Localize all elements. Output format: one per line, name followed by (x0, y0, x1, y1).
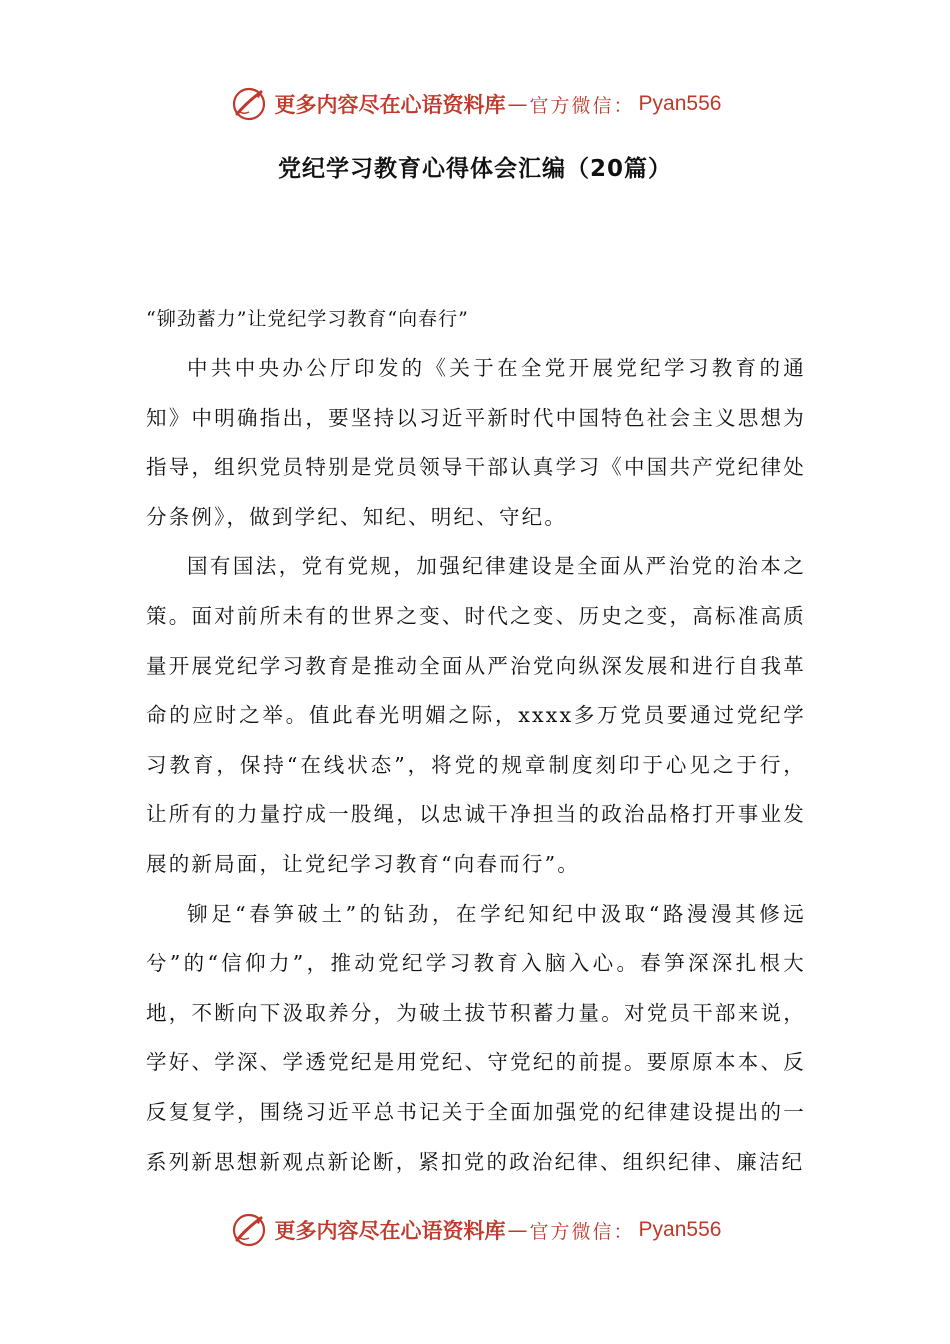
watermark-dash: — (507, 1218, 528, 1242)
footer-watermark (0, 1208, 950, 1252)
document-title: 党纪学习教育心得体会汇编（20篇） (277, 156, 672, 182)
article-subtitle: “铆劲蓄力”让党纪学习教育“向春行” (146, 308, 469, 330)
watermark-brand: 更多内容尽在心语资料库 (274, 1218, 506, 1243)
watermark-brand: 更多内容尽在心语资料库 (274, 92, 506, 117)
document-body (146, 344, 806, 1187)
watermark-wechat-id: Pyan556 (638, 1218, 722, 1241)
body-paragraph: 中共中央办公厅印发的《关于在全党开展党纪学习教育的通知》中明确指出，要坚持以习近平新时代中国特色社会主义思想为指导，组织党员特别是党员领导干部认真学习《中国共产党纪律处分条例》，做到学纪、知纪、明纪、守纪。 (146, 356, 806, 529)
watermark-dash: — (507, 92, 528, 116)
pen-circle-logo-icon (229, 1210, 269, 1250)
pen-circle-logo-icon (229, 84, 269, 124)
body-paragraph: 国有国法，党有党规，加强纪律建设是全面从严治党的治本之策。面对前所未有的世界之变、时代之变、历史之变，高标准高质量开展党纪学习教育是推动全面从严治党向纵深发展和进行自我革命的应时之举。值此春光明媚之际，xxxx多万党员要通过党纪学习教育，保持“在线状态”，将党的规章制度刻印于心见之于行，让所有的力量拧成一股绳，以忠诚干净担当的政治品格打开事业发展的新局面，让党纪学习教育“向春而行”。 (146, 554, 806, 876)
body-paragraph: 铆足“春笋破土”的钻劲，在学纪知纪中汲取“路漫漫其修远兮”的“信仰力”，推动党纪学习教育入脑入心。春笋深深扎根大地，不断向下汲取养分，为破土拔节积蓄力量。对党员干部来说，学好、学深、学透党纪是用党纪、守党纪的前提。要原原本本、反反复复学，围绕习近平总书记关于全面加强党的纪律建设提出的一系列新思想新观点新论断，紧扣党的政治纪律、组织纪律、廉洁纪 (146, 901, 806, 1174)
watermark-wechat-id: Pyan556 (638, 92, 722, 115)
watermark-official-label: 官方微信： (529, 1220, 635, 1243)
watermark-official-label: 官方微信： (529, 94, 635, 117)
header-watermark (0, 82, 950, 126)
